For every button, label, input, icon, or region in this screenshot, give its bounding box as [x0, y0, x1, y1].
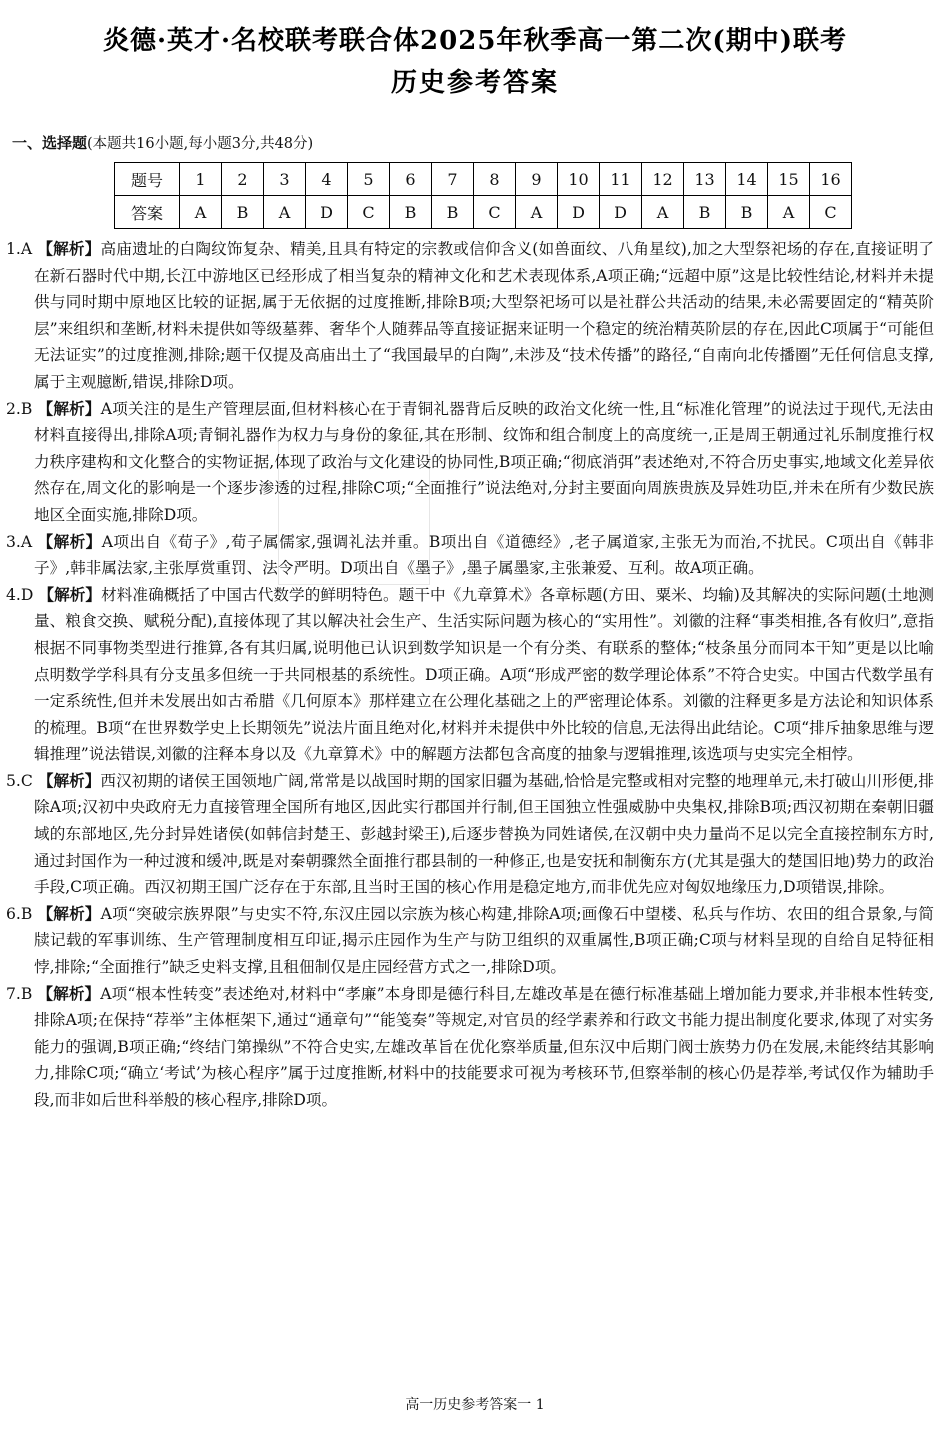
analysis-tag: 【解析】: [37, 398, 101, 418]
question-answer-key: 5.C: [6, 771, 33, 790]
analysis-tag: 【解析】: [37, 903, 101, 923]
analysis-tag: 【解析】: [37, 531, 102, 551]
question-list: [6, 236, 934, 1114]
question-number-cell: 14: [726, 163, 768, 196]
answer-table: [114, 162, 852, 229]
answer-table-answer-row: [115, 196, 852, 229]
analysis-tag: 【解析】: [37, 770, 101, 790]
explanation-item: [6, 236, 934, 396]
table-header-cell: 题号: [115, 163, 180, 196]
answer-cell: B: [726, 196, 768, 229]
answer-cell: A: [768, 196, 810, 229]
question-answer-key: 7.B: [6, 984, 33, 1003]
analysis-text: A项关注的是生产管理层面,但材料核心在于青铜礼器背后反映的政治文化统一性,且“标准化管理”的说法过于现代,无法由材料直接得出,排除A项;青铜礼器作为权力与身份的象征,其在形制、纹饰和组合制度上的高度统一,正是周王朝通过礼乐制度推行权力秩序建构和文化整合的实物证据,体现了政治与文化建设的协同性,B项正确;“彻底消弭”表述绝对,不符合历史事实,地域文化差异依然存在,周文化的影响是一个逐步渗透的过程,排除C项;“全面推行”说法绝对,分封主要面向周族贵族及异姓功臣,并未在所有少数民族地区全面实施,排除D项。: [34, 399, 934, 524]
question-answer-key: 1.A: [6, 240, 33, 258]
question-number-cell: 6: [390, 163, 432, 196]
answer-cell: D: [558, 196, 600, 229]
analysis-text: A项出自《荀子》,荀子属儒家,强调礼法并重。B项出自《道德经》,老子属道家,主张无为而治,不扰民。C项出自《韩非子》,韩非属法家,主张厚赏重罚、法令严明。D项出自《墨子》,墨子属墨家,主张兼爱、互利。故A项正确。: [34, 532, 934, 578]
explanation-item: [6, 981, 934, 1114]
answer-cell: A: [642, 196, 684, 229]
analysis-tag: 【解析】: [37, 983, 101, 1003]
answer-cell: C: [474, 196, 516, 229]
question-answer-key: 2.B: [6, 399, 33, 418]
answer-cell: B: [222, 196, 264, 229]
answer-cell: D: [600, 196, 642, 229]
question-number-cell: 3: [264, 163, 306, 196]
answer-cell: B: [390, 196, 432, 229]
explanation-item: [6, 529, 934, 582]
question-number-cell: 15: [768, 163, 810, 196]
analysis-text: 西汉初期的诸侯王国领地广阔,常常是以战国时期的国家旧疆为基础,恰恰是完整或相对完整的地理单元,未打破山川形便,排除A项;汉初中央政府无力直接管理全国所有地区,因此实行郡国并行制,但王国独立性强威胁中央集权,排除B项;西汉初期在秦朝旧疆域的东部地区,先分封异姓诸侯(如韩信封楚王、彭越封梁王),后逐步替换为同姓诸侯,在汉朝中央力量尚不足以完全直接控制东方时,通过封国作为一种过渡和缓冲,既是对秦朝骤然全面推行郡县制的一种修正,也是安抚和制衡东方(尤其是强大的楚国旧地)势力的政治手段,C项正确。西汉初期王国广泛存在于东部,且当时王国的核心作用是稳定地方,而非优先应对匈奴地缘压力,D项错误,排除。: [34, 771, 934, 897]
question-number-cell: 12: [642, 163, 684, 196]
question-answer-key: 4.D: [6, 585, 34, 604]
explanation-item: [6, 768, 934, 901]
answer-cell: A: [264, 196, 306, 229]
analysis-text: A项“根本性转变”表述绝对,材料中“孝廉”本身即是德行科目,左雄改革是在德行标准基础上增加能力要求,并非根本性转变,排除A项;在保持“荐举”主体框架下,通过“通章句”“能笺奏”等规定,对官员的经学素养和行政文书能力提出制度化要求,体现了对实务能力的强调,B项正确;“终结门第操纵”不符合史实,左雄改革旨在优化察举质量,但东汉中后期门阀士族势力仍在发展,未能终结其影响力,排除C项;“确立‘考试’为核心程序”属于过度推断,材料中的技能要求可视为考核环节,但察举制的核心仍是荐举,考试仅作为辅助手段,而非如后世科举般的核心程序,排除D项。: [34, 984, 934, 1109]
question-number-cell: 9: [516, 163, 558, 196]
document-title: 炎德·英才·名校联考联合体2025年秋季高一第二次(期中)联考: [102, 26, 848, 56]
analysis-text: 高庙遗址的白陶纹饰复杂、精美,且具有特定的宗教或信仰含义(如兽面纹、八角星纹),加之大型祭祀场的存在,直接证明了在新石器时代中期,长江中游地区已经形成了相当复杂的精神文化和艺术表现体系,A项正确;“远超中原”这是比较性结论,材料并未提供与同时期中原地区比较的证据,属于无依据的过度推断,排除B项;大型祭祀场可以是社群公共活动的结果,未必需要固定的“精英阶层”来组织和垄断,材料未提供如等级墓葬、奢华个人随葬品等直接证据来证明一个稳定的统治精英阶层的存在,因此C项属于“可能但无法证实”的过度推测,排除;题干仅提及高庙出土了“我国最早的白陶”,未涉及“技术传播”的路径,“自南向北传播圈”无任何信息支撑,属于主观臆断,错误,排除D项。: [34, 240, 934, 391]
analysis-text: A项“突破宗族界限”与史实不符,东汉庄园以宗族为核心构建,排除A项;画像石中望楼、私兵与作坊、农田的组合景象,与简牍记载的军事训练、生产管理制度相互印证,揭示庄园作为生产与防卫组织的双重属性,B项正确;C项与材料呈现的自给自足特征相悖,排除;“全面推行”缺乏史料支撑,且租佃制仅是庄园经营方式之一,排除D项。: [34, 904, 934, 977]
question-number-cell: 2: [222, 163, 264, 196]
question-number-cell: 11: [600, 163, 642, 196]
question-answer-key: 6.B: [6, 904, 33, 923]
explanation-item: [6, 901, 934, 981]
question-number-cell: 7: [432, 163, 474, 196]
analysis-text: 材料准确概括了中国古代数学的鲜明特色。题干中《九章算术》各章标题(方田、粟米、均输)及其解决的实际问题(土地测量、粮食交换、赋税分配),直接体现了其以解决社会生产、生活实际问题为核心的“实用性”。刘徽的注释“事类相推,各有攸归”,意指根据不同事物类型进行推算,各有其归属,说明他已认识到数学知识是一个有分类、有联系的整体;“枝条虽分而同本干知”更是以比喻点明数学学科具有分支虽多但统一于共同根基的系统性。D项正确。A项“形成严密的数学理论体系”不符合史实。中国古代数学虽有一定系统性,但并未发展出如古希腊《几何原本》那样建立在公理化基础之上的严密理论体系。刘徽的注释更多是方法论和知识体系的梳理。B项“在世界数学史上长期领先”说法片面且绝对化,材料并未提供中外比较的信息,无法得出此结论。C项“排斥抽象思维与逻辑推理”说法错误,刘徽的注释本身以及《九章算术》中的解题方法都包含高度的抽象与逻辑推理,该选项与史实完全相悖。: [34, 585, 934, 764]
answer-cell: B: [684, 196, 726, 229]
question-number-cell: 1: [180, 163, 222, 196]
analysis-tag: 【解析】: [37, 239, 101, 258]
table-header-cell: 答案: [115, 196, 180, 229]
answer-table-number-row: [115, 163, 852, 196]
section-note: (本题共16小题,每小题3分,共48分): [87, 136, 314, 152]
explanation-item: [6, 582, 934, 768]
question-number-cell: 16: [810, 163, 852, 196]
document-subtitle: 历史参考答案: [390, 68, 559, 98]
question-number-cell: 5: [348, 163, 390, 196]
question-answer-key: 3.A: [6, 532, 33, 551]
section-heading: [12, 132, 313, 153]
explanation-item: [6, 396, 934, 529]
answer-cell: D: [306, 196, 348, 229]
question-number-cell: 10: [558, 163, 600, 196]
analysis-tag: 【解析】: [38, 584, 102, 604]
question-number-cell: 4: [306, 163, 348, 196]
answer-cell: A: [516, 196, 558, 229]
question-number-cell: 8: [474, 163, 516, 196]
answer-cell: A: [180, 196, 222, 229]
answer-cell: C: [348, 196, 390, 229]
section-label: 一、选择题: [12, 134, 88, 152]
answer-cell: B: [432, 196, 474, 229]
question-number-cell: 13: [684, 163, 726, 196]
page-footer: 高一历史参考答案一 1: [405, 1397, 545, 1413]
answer-cell: C: [810, 196, 852, 229]
